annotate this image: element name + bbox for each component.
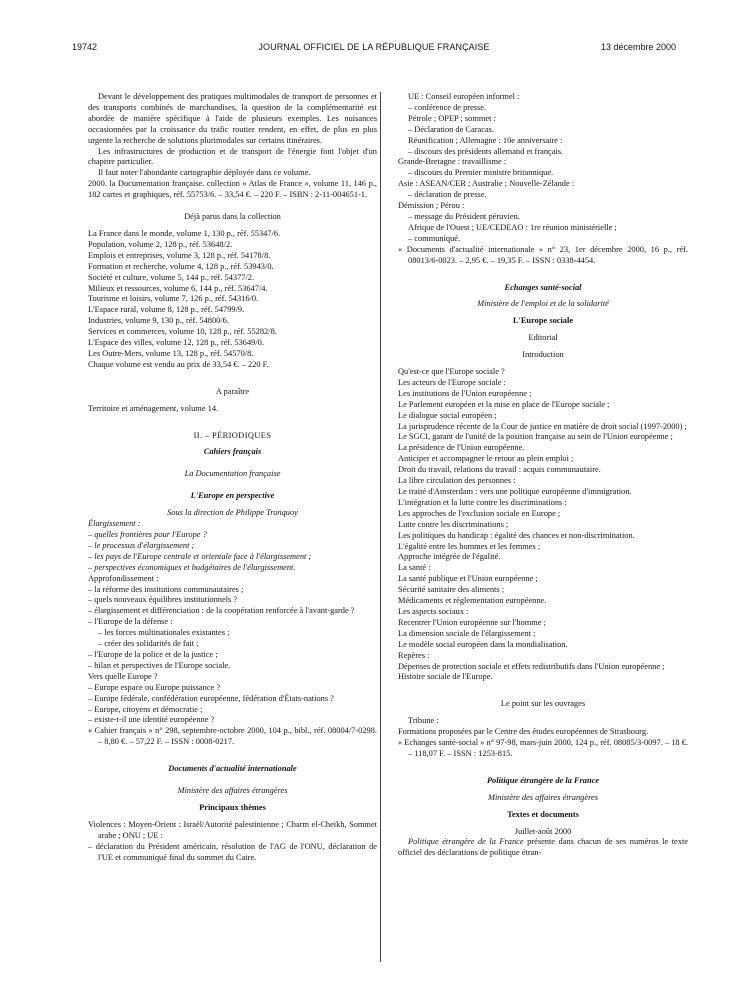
contents-item: Tribune : [408,716,439,726]
contents-item: Les approches de l'exclusion sociale en Europe ; [398,508,561,518]
section-heading: II. – PÉRIODIQUES [193,430,272,440]
contents-item: Formations proposées par le Centre des études européennes de Strasbourg. [398,727,649,737]
toc-heading: Élargissement : [88,519,141,529]
contents-item: Le traité d'Amsterdam : vers une politique européenne d'immigration. [398,487,632,496]
publication-title: Cahiers français [203,447,262,457]
contents-item: Recentrer l'Union européenne sur l'homme ; [398,617,546,627]
contents-list [398,367,688,683]
atlas-reference: 2000. la Documentation française. collection « Atlas de France », volume 11, 146 p., 182 cartes et graphiques, réf. 55753/6. – 33,54 €. – 220 F. – ISBN : 2-11-004651-1. [88,179,377,200]
list-item: Emplois et entreprises, volume 3, 128 p., réf. 54178/8. [88,250,271,260]
ministry: Ministère des affaires étrangères [177,786,288,796]
list-item: Société et culture, volume 5, 144 p., réf. 54377/2. [88,272,255,282]
toc-subitem: – créer des solidarités de fait ; [98,639,199,649]
contents-item: Les politiques du handicap : égalité des chances et non-discrimination. [398,530,635,540]
column-divider [380,92,381,962]
contents-item: Les acteurs de l'Europe sociale : [398,377,506,387]
price-note: Chaque volume est vendu au prix de 33,54 €. – 220 F. [88,359,269,369]
theme-line: – conférence de presse. [408,102,487,112]
contents-item: Les institutions de l'Union européenne ; [398,388,532,398]
contents-item: Approche intégrée de l'égalité. [398,552,501,562]
contents-item: Dépenses de protection sociale et effets redistributifs dans l'Union européenne ; [398,661,665,671]
toc-item: – bilan et perspectives de l'Europe sociale. [88,660,231,670]
issue-date-line: Juillet-août 2000 [514,826,572,836]
contents-item: Droit du travail, relations du travail : acquis communautaire. [398,465,601,475]
theme-line: Grande-Bretagne : travaillisme : [398,157,507,167]
contents-item: Le SGCI, garant de l'unité de la position française au sein de l'Union européenne ; [398,432,673,442]
theme-line: – déclaration de presse. [408,190,487,200]
contents-item: La libre circulation des personnes : [398,476,516,486]
section-heading: Editorial [528,333,558,343]
themes-continued [398,92,688,245]
theme-line: – message du Président péruvien. [408,211,520,221]
theme-line: Démission ; Pérou : [398,201,465,211]
theme-entry: Violences : Moyen-Orient : Israël/Autorité palestinienne ; Charm el-Cheikh, Sommet arabe ; ONU ; UE : [88,819,377,840]
contents-item: Lutte contre les discriminations ; [398,519,509,529]
theme-line: Afrique de l'Ouest ; UE/CEDEAO : 1re réunion ministérielle ; [408,222,617,232]
contents-item: L'intégration et la lutte contre les discriminations : [398,497,567,507]
page-number: 19742 [72,42,98,52]
toc-item: – élargissement et différenciation : de la coopération renforcée à l'avant-garde ? [88,606,355,616]
theme-line: Asie : ASEAN/CER ; Australie ; Nouvelle-Zélande : [398,179,575,189]
section-heading: Déjà parus dans la collection [184,212,281,222]
theme-line: – communiqué. [408,233,461,243]
issue-title: L'Europe en perspective [190,491,275,501]
publication-title: Documents d'actualité internationale [168,764,297,774]
list-item: La France dans le monde, volume 1, 130 p., réf. 55347/6. [88,228,281,238]
contents-item: Histoire sociale de l'Europe. [398,672,493,682]
theme-line: – discours des présidents allemand et français. [408,146,564,156]
contents-item: Anticiper et accompagner le retour au plein emploi ; [398,454,574,464]
toc-item: – l'Europe de la police et de la justice ; [88,649,218,659]
journal-title: JOURNAL OFFICIEL DE LA RÉPUBLIQUE FRANÇAISE [258,42,490,52]
toc-item: – Europe fédérale, confédération européenne, fédération d'États-nations ? [88,693,334,703]
contents-item: La présidence de l'Union européenne. [398,443,525,453]
contents-item: La santé publique et l'Union européenne ; [398,574,538,584]
toc-item: – quels nouveaux équilibres institutionnels ? [88,595,238,605]
list-item: Industries, volume 9, 130 p., réf. 54800/6. [88,316,229,326]
right-column [398,92,688,859]
publisher: La Documentation française [184,469,281,479]
issue-title: L'Europe sociale [512,316,574,326]
toc-item: – Europe espace ou Europe puissance ? [88,682,221,692]
contents-item: Le dialogue social européen ; [398,410,497,420]
theme-line: – Déclaration de Caracas. [408,124,495,134]
toc-item: – perspectives économiques et budgétaires de l'élargissement. [88,562,296,572]
toc-item: – Europe, citoyens et démocratie ; [88,704,203,714]
section-heading: A paraître [215,386,250,396]
list-item: Population, volume 2, 128 p., réf. 53648/2. [88,239,233,249]
list-item: Formation et recherche, volume 4, 128 p., réf. 53943/0. [88,261,274,271]
issue-date: 13 décembre 2000 [600,42,676,52]
contents-item: Repères : [398,650,430,660]
cahier-reference: « Cahier français » n° 298, septembre-octobre 2000, 104 p., bibl., réf. 08004/7-0298. – 8,80 €. – 57,22 F. – ISSN : 0008-0217. [88,726,377,747]
ministry: Ministère des affaires étrangères [487,792,599,802]
list-item: Services et commerces, volume 10, 128 p., réf. 55282/8. [88,327,277,337]
list-item: L'Espace des villes, volume 12, 128 p., réf. 53649/0. [88,338,264,348]
publication-name: Politique étrangère de la France [408,837,524,847]
section-heading: Introduction [522,350,564,360]
intro-paragraph: Devant le développement des pratiques multimodales de transport de personnes et des transports combinés de marchandises, la question de la complémentarité est abordée de manière spécifique à l'aide de plusieurs exemples. Les nuisances occasionnées par la croissance du trafic routier rendent, en effet, de plus en plus urgente la recherche de solutions plurimodales sur certains itinéraires. [88,92,377,145]
intro-paragraph: Les infrastructures de production et de transport de l'énergie font l'objet d'un chapitre particulier. [88,146,377,167]
theme-line: UE : Conseil européen informel : [408,92,520,101]
toc-item: – quelles frontières pour l'Europe ? [88,530,207,539]
list-item: Milieux et ressources, volume 6, 144 p., réf. 53647/4. [88,283,268,293]
contents-item: Qu'est-ce que l'Europe sociale ? [398,367,505,377]
contents-item: Les aspects sociaux : [398,606,469,616]
contents-item: Médicaments et réglementation européenne. [398,596,547,606]
page-header [72,42,676,56]
publication-title: Politique étrangère de la France [486,775,600,785]
theme-line: Pétrole ; OPEP ; sommet : [408,113,496,123]
toc-heading: Approfondissement : [88,573,159,583]
toc-item: – l'Europe de la défense : [88,617,173,627]
toc-item: – les pays de l'Europe centrale et orientale face à l'élargissement ; [88,551,312,561]
contents-item: Le Parlement européen et la mise en place de l'Europe sociale ; [398,399,610,409]
section-heading: Le point sur les ouvrages [500,699,586,709]
ministry: Ministère de l'emploi et de la solidarité [477,299,609,309]
toc-item: – existe-t-il une identité européenne ? [88,715,215,725]
toc-heading: Vers quelle Europe ? [88,671,158,681]
theme-line: – discours du Premier ministre britannique. [408,168,554,178]
toc-item: – le processus d'élargissement ; [88,540,195,550]
theme-line: Réunification ; Allemagne : 10e anniversaire : [408,135,563,145]
final-paragraph [398,837,688,859]
publication-title: Echanges santé-social [504,282,582,292]
issue-direction: Sous la direction de Philippe Tronquoy [167,508,298,518]
docs-reference: « Documents d'actualité internationale » n° 23, 1er décembre 2000, 16 p., réf. 08013/6-0023. – 2,95 €. – 19,35 F. – ISSN : 0338-4454. [398,244,688,265]
left-column [88,92,377,863]
intro-paragraph: Il faut noter l'abondante cartographie déployée dans ce volume. [98,168,311,178]
toc-subitem: – les forces multinationales existantes ; [98,628,230,638]
list-item: Territoire et aménagement, volume 14. [88,403,219,413]
list-item: Les Outre-Mers, volume 13, 128 p., réf. 54570/8. [88,348,254,358]
contents-item: La santé : [398,563,431,573]
theme-item: – déclaration du Président américain, résolution de l'AG de l'ONU, déclaration de l'UE et communiqué final du sommet du Caire. [88,841,377,862]
deja-parus-list [88,229,377,371]
list-item: Tourisme et loisirs, volume 7, 126 p., réf. 54316/0. [88,294,259,304]
section-heading: Textes et documents [507,809,579,819]
contents-item: Le modèle social européen dans la mondialisation. [398,639,568,649]
contents-item: Sécurité sanitaire des aliments ; [398,585,505,595]
contents-item: La jurisprudence récente de la Cour de justice en matière de droit social (1997-2000) ; [398,421,687,431]
paragraph-text: présente dans chacun de ses numéros le texte officiel des déclarations de politique étran- [398,837,688,858]
toc-item: – la réforme des institutions communautaires ; [88,584,244,594]
echanges-reference: « Echanges santé-social » n° 97-98, mars-juin 2000, 124 p., réf. 08085/3-0097. – 18 €. – 118,07 F. – ISSN : 1253-815. [398,738,688,758]
section-heading: Principaux thèmes [199,802,266,812]
list-item: L'Espace rural, volume 8, 128 p., réf. 54799/9. [88,305,245,315]
contents-item: L'égalité entre les hommes et les femmes ; [398,541,541,551]
contents-item: La dimension sociale de l'élargissement ; [398,628,536,638]
